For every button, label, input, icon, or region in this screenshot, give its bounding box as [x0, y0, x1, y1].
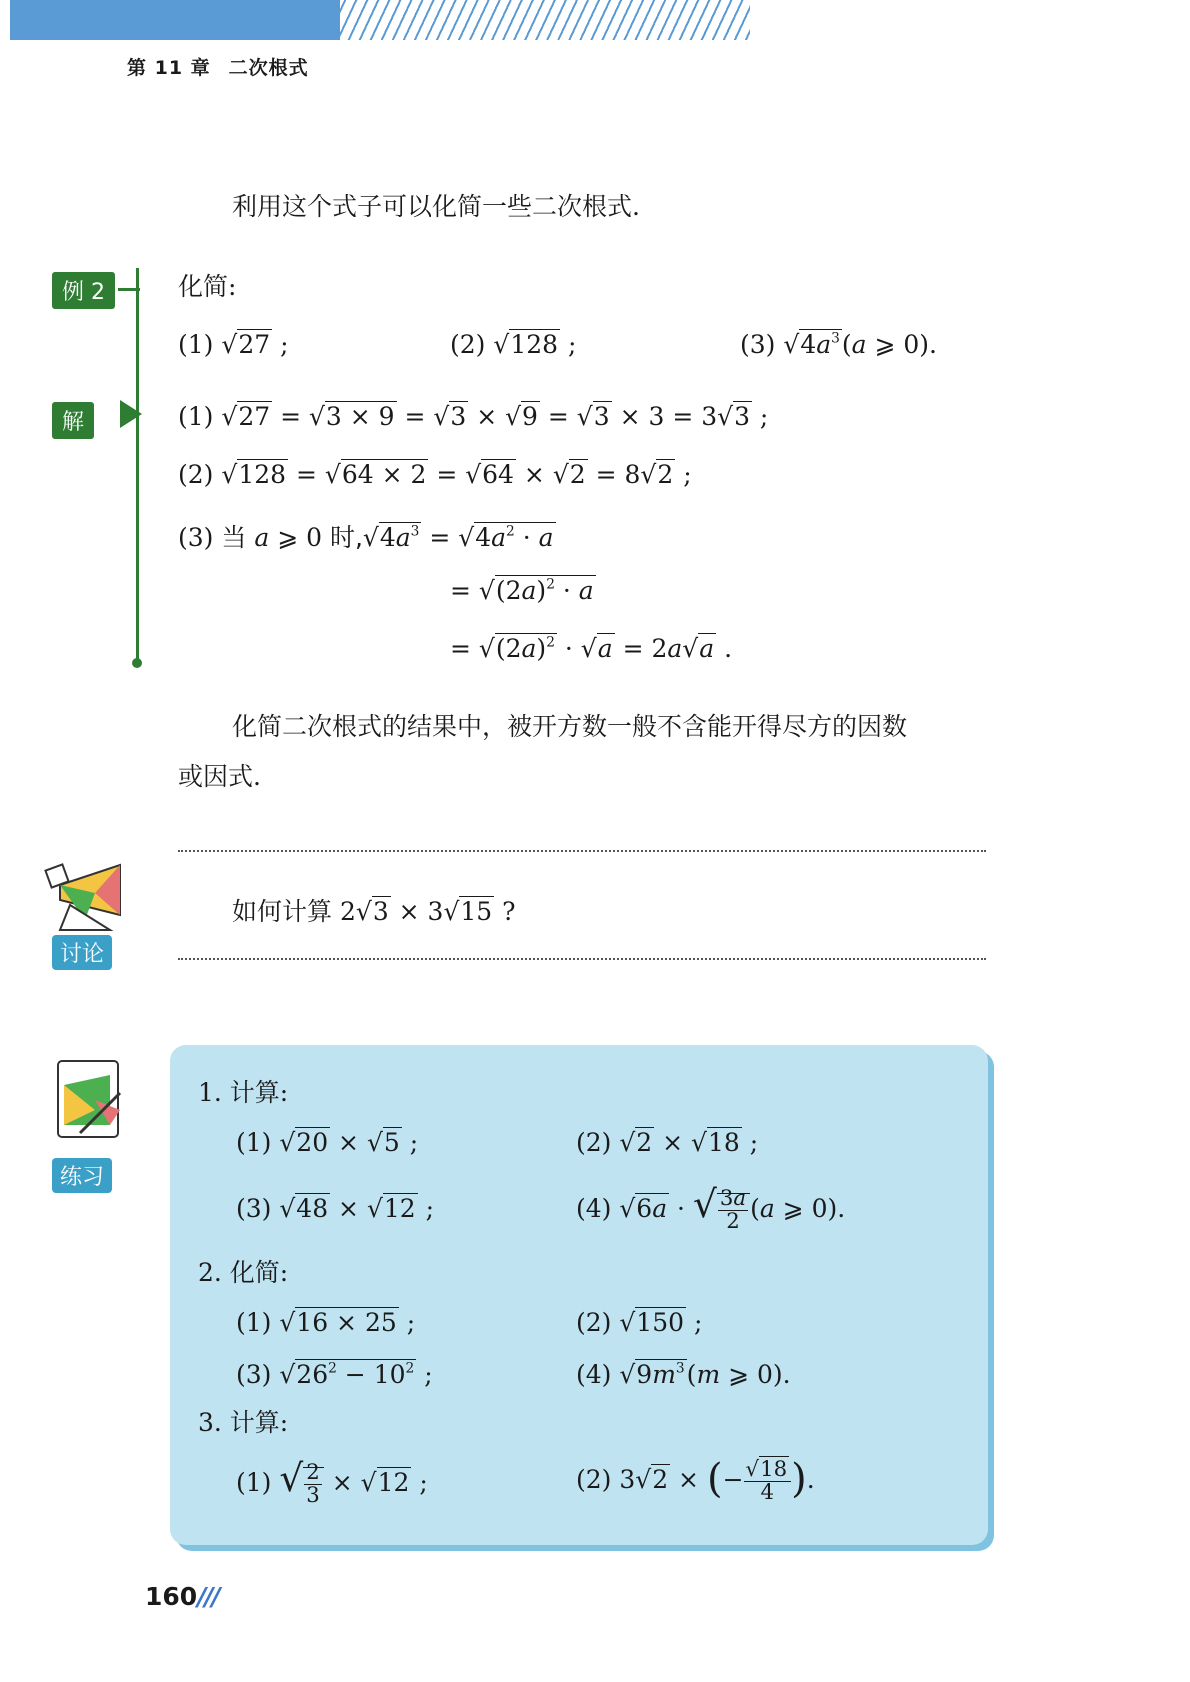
solution-arrow	[120, 400, 142, 428]
practice-q3-2: (2) 3√2 × (− $\frac{√18}{4}$ ).	[576, 1456, 815, 1505]
example-item-1: (1) √27 ;	[178, 330, 289, 359]
discussion-question: 如何计算 2√3 × 3√15 ?	[232, 897, 516, 926]
discussion-icon	[40, 845, 130, 935]
chapter-title: 二次根式	[228, 57, 309, 79]
header-bar	[10, 0, 340, 40]
conclusion-line-1: 化简二次根式的结果中，被开方数一般不含能开得尽方的因数	[232, 712, 908, 741]
page-number: 160///	[145, 1582, 219, 1611]
practice-q1-3: (3) √48 × √12 ;	[236, 1194, 435, 1223]
example-rule-end	[132, 658, 142, 668]
practice-q1-1: (1) √20 × √5 ;	[236, 1128, 419, 1157]
practice-q3-title: 3. 计算:	[198, 1408, 289, 1437]
practice-q1-title: 1. 计算:	[198, 1078, 289, 1107]
chapter-heading	[127, 53, 309, 80]
practice-icon	[40, 1055, 130, 1145]
practice-q1-2: (2) √2 × √18 ;	[576, 1128, 759, 1157]
solution-line-2: (2) √128 = √64 × 2 = √64 × √2 = 8√2 ;	[178, 460, 692, 489]
discussion-top-rule	[178, 850, 986, 852]
example-tag: 例 2	[52, 272, 115, 309]
practice-q3-1: (1) √ $\frac{2}{3}$ × √12 ;	[236, 1456, 428, 1508]
practice-q2-4: (4) $√9m^3(m$ ⩾ 0).	[576, 1360, 791, 1389]
example-item-2: (2) √128 ;	[450, 330, 577, 359]
practice-q2-2: (2) √150 ;	[576, 1308, 703, 1337]
example-prompt: 化简:	[178, 272, 237, 301]
page-slashes-icon: ///	[197, 1582, 219, 1611]
conclusion-line-2: 或因式.	[178, 762, 261, 791]
example-item-3: (3) $√4a^3(a$ ⩾ 0).	[740, 330, 937, 359]
chapter-number: 第 11 章	[127, 57, 211, 79]
example-rule	[136, 268, 139, 663]
solution-line-5: = $√(2a)^2 \cdot √a = 2a√a$ .	[450, 634, 733, 663]
intro-text: 利用这个式子可以化简一些二次根式.	[232, 192, 640, 221]
solution-line-3: (3) 当 a ⩾ 0 时$,√4a^3 = √4a^2 \cdot a$	[178, 523, 554, 552]
practice-q1-4: (4) √6a · √ $\frac{3a}{2}$ (a ⩾ 0).	[576, 1182, 846, 1234]
example-branch	[118, 288, 140, 291]
practice-q2-title: 2. 化简:	[198, 1258, 289, 1287]
solution-tag: 解	[52, 402, 94, 439]
header-hatch	[300, 0, 750, 40]
practice-q2-3: (3) $√26^2 - 10^2$ ;	[236, 1360, 433, 1389]
discussion-label: 讨论	[52, 935, 112, 970]
practice-label: 练习	[52, 1158, 112, 1193]
solution-line-4: = $√(2a)^2 \cdot a$	[450, 576, 594, 605]
solution-line-1: (1) √27 = √3 × 9 = √3 × √9 = √3 × 3 = 3√3 ;	[178, 402, 769, 431]
practice-q2-1: (1) √16 × 25 ;	[236, 1308, 416, 1337]
discussion-bottom-rule	[178, 958, 986, 960]
